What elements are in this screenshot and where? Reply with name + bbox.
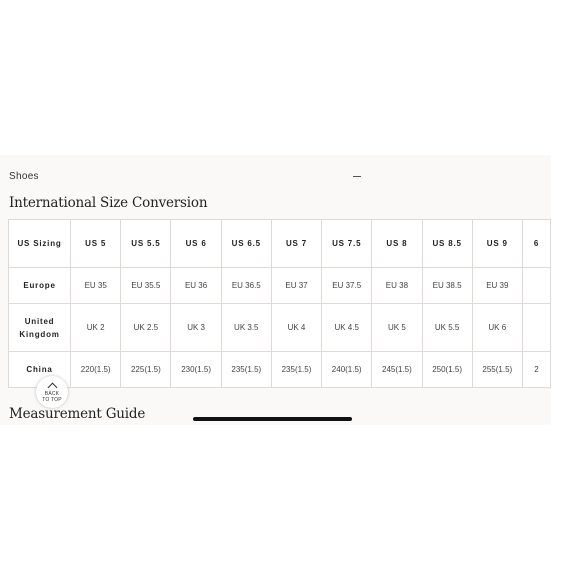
table-cell: UK 6 <box>472 304 522 352</box>
table-cell: UK 4 <box>271 304 321 352</box>
table-cell: EU 37.5 <box>322 268 372 304</box>
row-header: US Sizing <box>9 220 71 268</box>
collapse-icon[interactable] <box>353 176 361 177</box>
column-header: US 7.5 <box>322 220 372 268</box>
table-row <box>9 268 551 304</box>
table-cell: 245(1.5) <box>372 352 422 388</box>
table-cell <box>522 304 550 352</box>
table-cell: EU 35.5 <box>121 268 171 304</box>
table-cell: EU 36 <box>171 268 221 304</box>
table-cell: EU 38.5 <box>422 268 472 304</box>
table-cell: 235(1.5) <box>221 352 271 388</box>
column-header: US 6.5 <box>221 220 271 268</box>
column-header: US 7 <box>271 220 321 268</box>
table-cell: 250(1.5) <box>422 352 472 388</box>
shoes-accordion-header[interactable] <box>9 168 361 184</box>
row-header: China <box>9 352 71 388</box>
column-header: US 5 <box>71 220 121 268</box>
table-cell: 255(1.5) <box>472 352 522 388</box>
table-cell <box>522 268 550 304</box>
table-cell: EU 36.5 <box>221 268 271 304</box>
column-header: US 9 <box>472 220 522 268</box>
size-conversion-table-wrapper <box>8 219 551 388</box>
column-header: US 8.5 <box>422 220 472 268</box>
table-row <box>9 304 551 352</box>
table-cell: 240(1.5) <box>322 352 372 388</box>
table-cell: 220(1.5) <box>71 352 121 388</box>
table-row <box>9 352 551 388</box>
table-cell: UK 3.5 <box>221 304 271 352</box>
table-cell: EU 38 <box>372 268 422 304</box>
table-cell: UK 3 <box>171 304 221 352</box>
back-to-top-label-line1: BACK <box>44 391 60 397</box>
back-to-top-label-line2: TO TOP <box>42 396 62 403</box>
section-title: Shoes <box>9 170 39 182</box>
table-row <box>9 220 551 268</box>
home-indicator <box>193 417 352 421</box>
row-header: United Kingdom <box>9 304 71 352</box>
column-header: US 6 <box>171 220 221 268</box>
back-to-top-button[interactable] <box>36 376 68 408</box>
column-header: US 8 <box>372 220 422 268</box>
table-cell: EU 35 <box>71 268 121 304</box>
table-cell: 230(1.5) <box>171 352 221 388</box>
table-cell: UK 2.5 <box>121 304 171 352</box>
column-header: US 5.5 <box>121 220 171 268</box>
table-cell: UK 2 <box>71 304 121 352</box>
table-cell: EU 39 <box>472 268 522 304</box>
size-conversion-heading: International Size Conversion <box>9 195 208 211</box>
table-cell: 2 <box>522 352 550 388</box>
size-guide-panel <box>0 155 551 425</box>
table-cell: UK 5 <box>372 304 422 352</box>
column-header: 6 <box>522 220 550 268</box>
table-cell: 225(1.5) <box>121 352 171 388</box>
size-conversion-table <box>8 219 551 388</box>
table-cell: UK 5.5 <box>422 304 472 352</box>
table-cell: 235(1.5) <box>271 352 321 388</box>
table-cell: EU 37 <box>271 268 321 304</box>
table-cell: UK 4.5 <box>322 304 372 352</box>
row-header: Europe <box>9 268 71 304</box>
measurement-guide-heading: Measurement Guide <box>9 406 146 422</box>
